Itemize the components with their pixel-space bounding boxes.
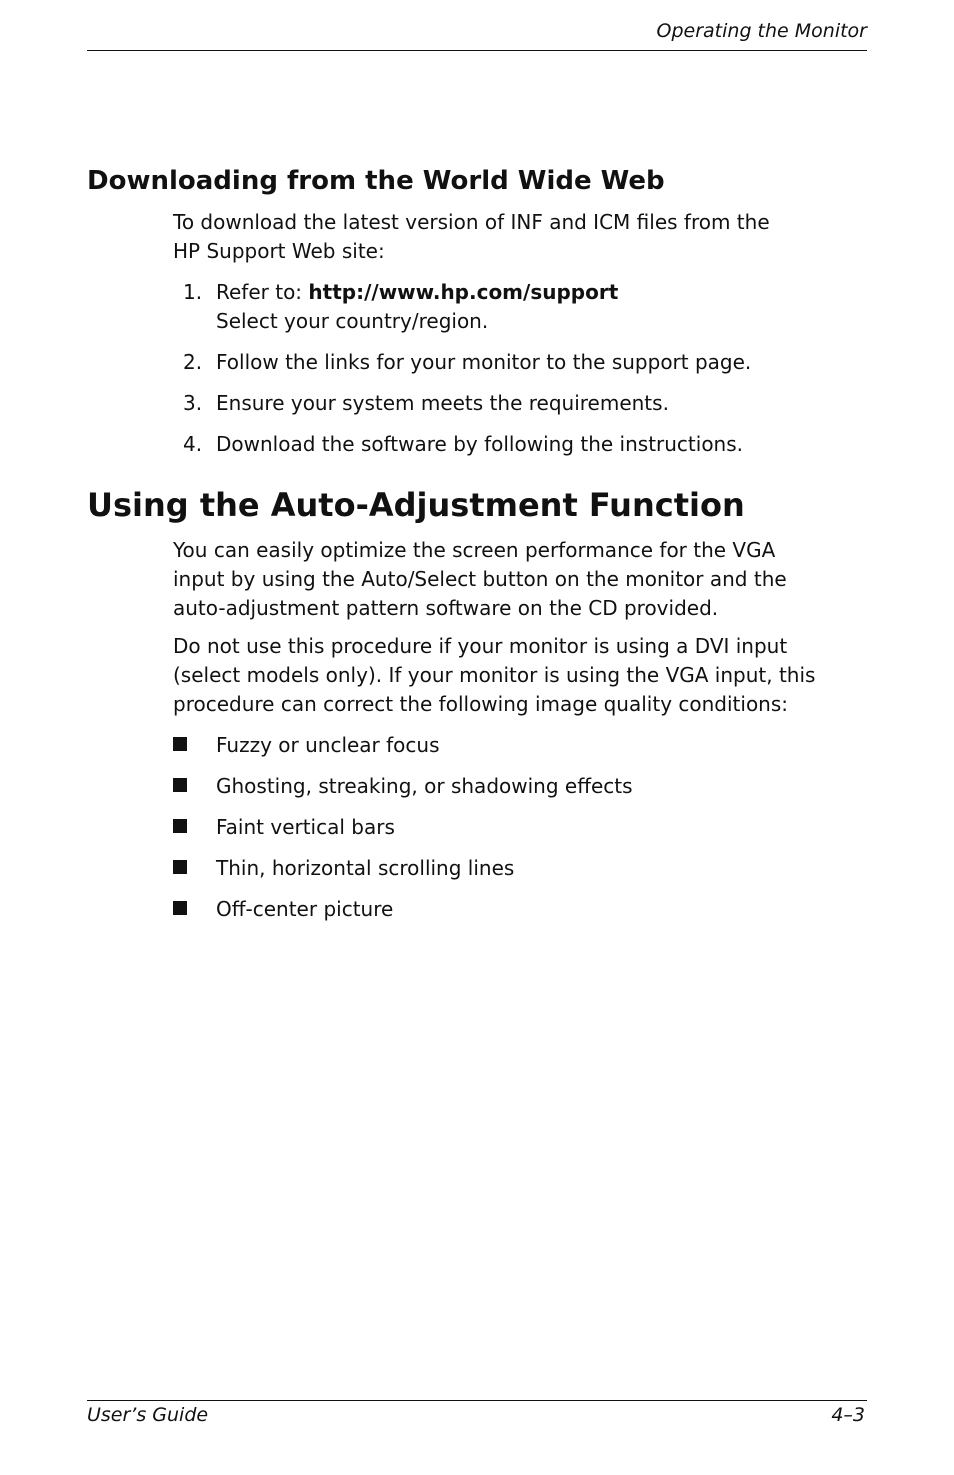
step-1 [183, 278, 843, 336]
square-bullet-icon [173, 737, 187, 751]
step-continuation: Select your country/region. [216, 309, 489, 333]
footer-guide-title: User’s Guide [87, 1404, 209, 1426]
header-rule [87, 50, 867, 51]
section-heading-download: Downloading from the World Wide Web [87, 166, 665, 196]
step-number: 1. [183, 280, 203, 304]
step-text: Download the software by following the instructions. [216, 432, 744, 456]
bullet-item [173, 731, 440, 760]
bullet-item [173, 895, 393, 924]
support-url-link[interactable]: http://www.hp.com/support [308, 280, 619, 304]
step-number: 4. [183, 432, 203, 456]
step-number: 2. [183, 350, 203, 374]
bullet-item [173, 813, 395, 842]
page-number: 4–3 [831, 1404, 865, 1426]
paragraph-line: procedure can correct the following image quality conditions: [173, 692, 789, 716]
auto-adjust-paragraph-2 [173, 632, 853, 719]
square-bullet-icon [173, 819, 187, 833]
download-intro [173, 208, 853, 266]
bullet-text: Fuzzy or unclear focus [216, 733, 440, 757]
bullet-item [173, 772, 633, 801]
square-bullet-icon [173, 778, 187, 792]
step-text: Refer to: [216, 280, 309, 304]
step-2 [183, 348, 843, 377]
bullet-text: Thin, horizontal scrolling lines [216, 856, 515, 880]
square-bullet-icon [173, 901, 187, 915]
footer-rule [87, 1400, 867, 1401]
bullet-text: Faint vertical bars [216, 815, 395, 839]
paragraph-line: auto-adjustment pattern software on the CD provided. [173, 596, 719, 620]
step-4 [183, 430, 843, 459]
bullet-text: Off-center picture [216, 897, 394, 921]
square-bullet-icon [173, 860, 187, 874]
bullet-text: Ghosting, streaking, or shadowing effects [216, 774, 633, 798]
step-3 [183, 389, 843, 418]
paragraph-line: (select models only). If your monitor is using the VGA input, this [173, 663, 816, 687]
paragraph-line: input by using the Auto/Select button on the monitor and the [173, 567, 787, 591]
bullet-item [173, 854, 514, 883]
auto-adjust-paragraph-1 [173, 536, 853, 623]
step-number: 3. [183, 391, 203, 415]
step-text: Follow the links for your monitor to the support page. [216, 350, 752, 374]
intro-line-2: HP Support Web site: [173, 239, 385, 263]
paragraph-line: You can easily optimize the screen performance for the VGA [173, 538, 776, 562]
paragraph-line: Do not use this procedure if your monitor is using a DVI input [173, 634, 788, 658]
section-heading-auto-adjust: Using the Auto-Adjustment Function [87, 486, 745, 524]
intro-line-1: To download the latest version of INF and ICM files from the [173, 210, 770, 234]
step-text: Ensure your system meets the requirements. [216, 391, 669, 415]
running-header: Operating the Monitor [656, 20, 867, 42]
